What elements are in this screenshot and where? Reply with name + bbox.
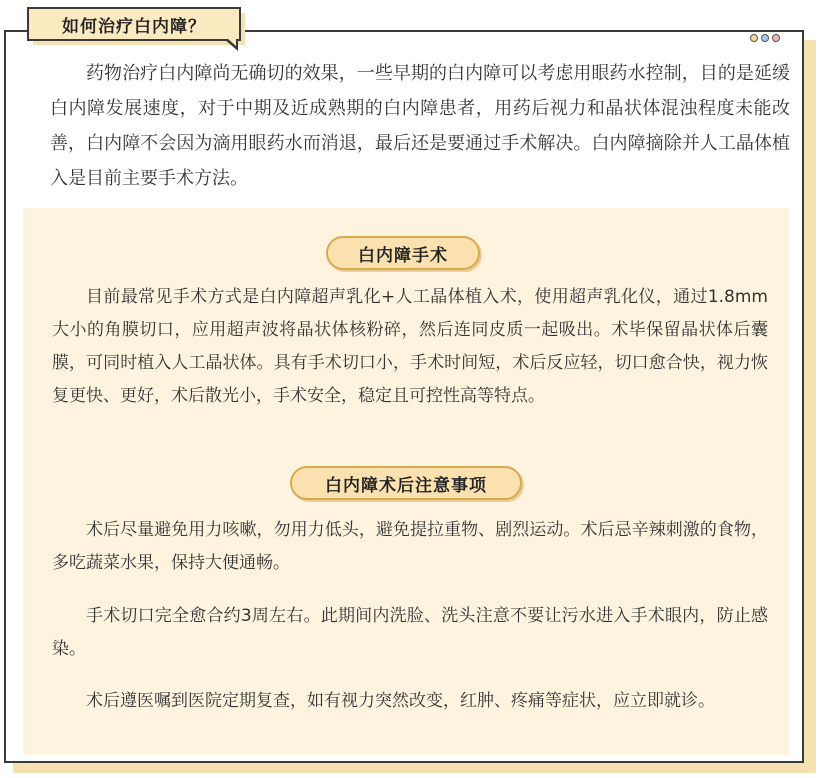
aftercare-paragraph-1: 术后尽量避免用力咳嗽，勿用力低头，避免提拉重物、剧烈运动。术后忌辛辣刺激的食物，多吃蔬菜水果，保持大便通畅。 (52, 520, 768, 573)
intro-paragraph: 药物治疗白内障尚无确切的效果，一些早期的白内障可以考虑用眼药水控制，目的是延缓白内障发展速度，对于中期及近成熟期的白内障患者，用药后视力和晶状体混浊程度未能改善，白内障不会因为滴用眼药水而消退，最后还是要通过手术解决。白内障摘除并人工晶体植入是目前主要手术方法。 (50, 63, 790, 189)
aftercare-heading: 白内障术后注意事项 (325, 475, 487, 496)
aftercare-heading-badge (290, 466, 522, 500)
decor-dot-icon (761, 34, 769, 42)
surgery-heading: 白内障手术 (358, 245, 448, 266)
surgery-paragraph: 目前最常见手术方式是白内障超声乳化+人工晶体植入术，使用超声乳化仪，通过1.8mm大小的角膜切口，应用超声波将晶状体核粉碎，然后连同皮质一起吸出。术毕保留晶状体后囊膜，可同时植入人工晶状体。具有手术切口小，手术时间短，术后反应轻，切口愈合快，视力恢复更快、更好，术后散光小，手术安全，稳定且可控性高等特点。 (52, 287, 768, 406)
decor-dot-icon (750, 34, 758, 42)
aftercare-paragraph-2: 手术切口完全愈合约3周左右。此期间内洗脸、洗头注意不要让污水进入手术眼内，防止感染。 (52, 606, 768, 659)
decor-dots (750, 34, 780, 42)
section-title-text: 如何治疗白内障？ (62, 16, 206, 37)
decor-dot-icon (772, 34, 780, 42)
section-title (27, 7, 241, 41)
surgery-heading-badge (326, 236, 480, 270)
aftercare-paragraph-3: 术后遵医嘱到医院定期复查，如有视力突然改变，红肿、疼痛等症状，应立即就诊。 (86, 691, 715, 711)
title-tab-tail-inner (227, 38, 236, 46)
